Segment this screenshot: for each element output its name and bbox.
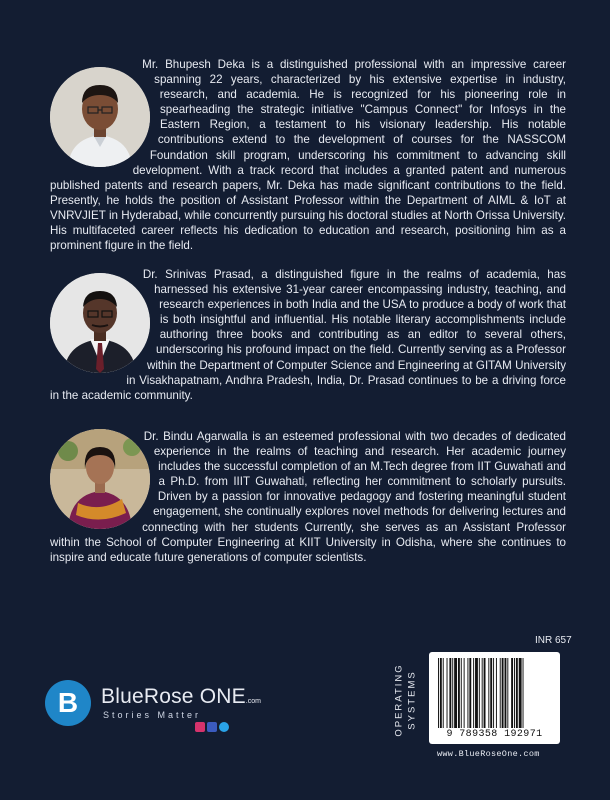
publisher-logo <box>45 680 261 740</box>
author-bio-text-3: Dr. Bindu Agarwalla is an esteemed professional with two decades of dedicated experience in the realms of teaching and research. Her academic journey includes the successful completion of an M.Tech degree from IIT Guwahati and a Ph.D. from IIIT Guwahati, reflecting her commitment to scholarly pursuits. Driven by a passion for innovative pedagogy and fostering meaningful student engagement, she continually explores novel methods for delivering lectures and connecting with her students Currently, she serves as an Assistant Professor within the School of Computer Engineering at KIIT University in Odisha, where she continues to inspire and educate future generations of computer scientists. <box>50 430 566 564</box>
barcode-bar <box>482 658 483 728</box>
barcode-bar <box>469 658 471 728</box>
barcode-bar <box>449 658 451 728</box>
barcode-bar <box>484 658 486 728</box>
author-bio-text-2: Dr. Srinivas Prasad, a distinguished figure in the realms of academia, has harnessed his extensive 31-year career encompassing industry, teaching, and research experiences in both India and the USA to produce a body of work that is both insightful and influential. His notable literary accomplishments include authoring three books and contributing as an editor to several others, underscoring his profound impact on the field. Currently serving as a Professor within the Department of Computer Science and Engineering at GITAM University in Visakhapatnam, Andhra Pradesh, India, Dr. Prasad continues to be a driving force in the academic community. <box>50 268 566 402</box>
isbn-number: 9 789358 192971 <box>446 729 543 740</box>
author-photo-2 <box>50 273 150 373</box>
instagram-icon <box>195 722 205 732</box>
publisher-name <box>101 685 261 709</box>
barcode-bar <box>454 658 457 728</box>
bluerose-logo-icon: B <box>45 680 91 726</box>
barcode-bar <box>516 658 518 728</box>
barcode-bar <box>523 658 524 728</box>
barcode-bar <box>443 658 444 728</box>
category-line-1: OPERATING <box>394 663 405 737</box>
barcode-bar <box>507 658 508 728</box>
barcode-bar <box>438 658 439 728</box>
facebook-icon <box>207 722 217 732</box>
barcode-bar <box>440 658 442 728</box>
publisher-website: www.BlueRoseOne.com <box>437 749 540 759</box>
category-label <box>384 658 428 742</box>
author-bio-text-1: Mr. Bhupesh Deka is a distinguished professional with an impressive career spanning 22 years, characterized by his extensive expertise in industry, research, and academia. He is recognized for his pioneering role in spearheading the strategic initiative "Campus Connect" for Infosys in the Eastern Region, a testament to his visionary leadership. His notable contributions extend to the development of courses for the NASSCOM Foundation skill program, underscoring his commitment to advancing skill development. With a track record that includes a granted patent and numerous published patents and research papers, Mr. Deka has made significant contributions to the field. Presently, he holds the position of Assistant Professor within the Department of AIML & IoT at VNRVJIET in Hyderabad, while concurrently pursuing his doctoral studies at North Orissa University. His multifaceted career reflects his dedication to education and research, positioning him as a prominent figure in the field. <box>50 58 566 253</box>
barcode-bar <box>514 658 515 728</box>
author-bio-2 <box>50 267 566 403</box>
barcode-bars-icon <box>437 658 552 728</box>
barcode-bar <box>488 658 489 728</box>
barcode-bar <box>505 658 507 728</box>
barcode-bar <box>452 658 453 728</box>
barcode-bar <box>467 658 468 728</box>
publisher-name-text: BlueRose ONE <box>101 685 246 708</box>
barcode-bar <box>447 658 448 728</box>
barcode-bar <box>461 658 462 728</box>
publisher-tagline: Stories Matter <box>103 710 202 720</box>
author-bio-1 <box>50 57 566 253</box>
barcode-bar <box>490 658 492 728</box>
barcode-bar <box>464 658 465 728</box>
author-photo-1 <box>50 67 150 167</box>
barcode-bar <box>493 658 494 728</box>
twitter-icon <box>219 722 229 732</box>
barcode-bar <box>473 658 474 728</box>
author-photo-3 <box>50 429 150 529</box>
barcode-bar <box>479 658 480 728</box>
barcode <box>429 652 560 744</box>
barcode-bar <box>511 658 513 728</box>
barcode-bar <box>496 658 497 728</box>
price-label: INR 657 <box>535 635 572 646</box>
author-bio-3 <box>50 429 566 565</box>
barcode-bar <box>458 658 460 728</box>
barcode-bar <box>500 658 501 728</box>
barcode-bar <box>475 658 478 728</box>
category-line-2: SYSTEMS <box>407 670 418 730</box>
barcode-bar <box>519 658 522 728</box>
publisher-name-suffix: .com <box>245 698 261 705</box>
barcode-bar <box>502 658 504 728</box>
social-icons <box>195 722 229 732</box>
